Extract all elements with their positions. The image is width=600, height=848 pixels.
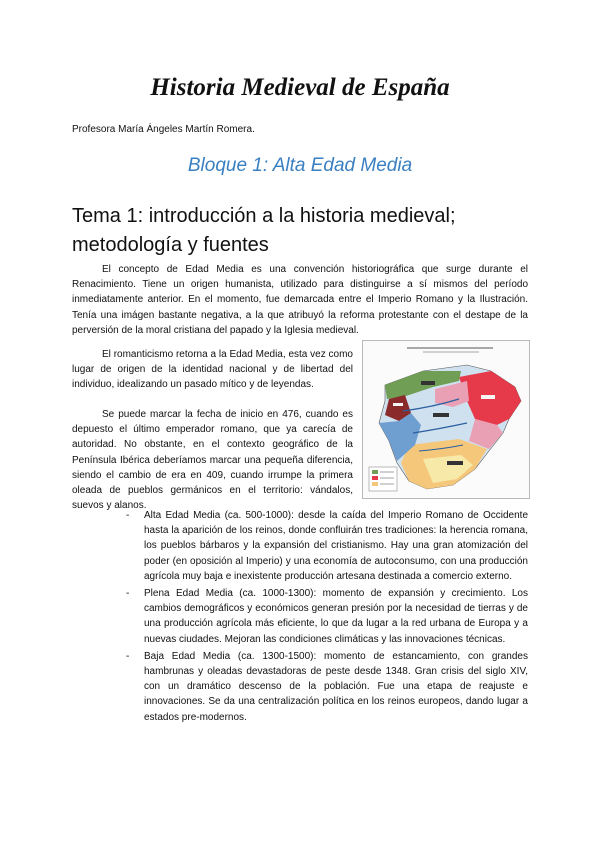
paragraph-2: El romanticismo retorna a la Edad Media, esta vez como lugar de origen de la identidad nacional y de libertad del individuo, idealizando un pasado mítico y de leyendas. — [72, 349, 353, 391]
paragraph-3: Se puede marcar la fecha de inicio en 476, cuando es depuesto el último emperador romano, que ya carecía de autoridad. No obstante, en el contexto geográfico de la Península Ibérica deberíamos marcar una pequeña diferencia, siendo el cambio de era en 409, cuando irrumpe la primera oleada de pueblos germánicos en el territorio: vándalos, suevos y alanos. — [72, 409, 353, 512]
list-dash: - — [126, 510, 130, 521]
list-item-text: Plena Edad Media (ca. 1000-1300): momento de expansión y crecimiento. Los cambios demográficos y económicos generan presión por la necesidad de tierras y de una producción agrícola más eficiente, lo que da lugar a la red urbana de Europa y a nuevas ciudades. Mejoran las condiciones climáticas y las innovaciones técnicas. — [144, 588, 528, 645]
period-list — [126, 508, 528, 727]
list-dash: - — [126, 650, 130, 662]
list-item-text: Baja Edad Media (ca. 1300-1500): momento de estancamiento, con grandes hambrunas y oleadas devastadoras de peste desde 1348. Gran crisis del siglo XIV, con un dramático descenso de la población. Fue una etapa de reajuste e innovaciones. Se da una centralización política en los reinos europeos, dando lugar a estados pre-modernos. — [144, 650, 528, 723]
paragraph-1: El concepto de Edad Media es una convención historiográfica que surge durante el Renacimiento. Tiene un origen humanista, utilizado para distinguirse a sí mismos del período inmediatamente anterior. En el momento, fue demarcada entre el Imperio Romano y la Ilustración. Tenía una imágen bastante negativa, a la que atribuyó la reforma protestante con el destape de la perversión de la moral cristiana del papado y la Iglesia medieval. — [72, 264, 528, 336]
topic-heading: Tema 1: introducción a la historia medieval; metodología y fuentes — [72, 205, 456, 256]
iberian-peninsula-map-icon — [362, 340, 530, 499]
list-item — [126, 649, 528, 725]
document-title: Historia Medieval de España — [150, 74, 450, 101]
list-item — [126, 508, 528, 584]
map-illustration — [363, 341, 529, 498]
list-item — [126, 586, 528, 647]
list-dash: - — [126, 588, 130, 600]
section-heading: Bloque 1: Alta Edad Media — [187, 155, 413, 176]
author-line: Profesora María Ángeles Martín Romera. — [72, 124, 255, 135]
list-item-text: Alta Edad Media (ca. 500-1000): desde la caída del Imperio Romano de Occidente hasta la aparición de los reinos, donde confluirán tres tradiciones: la herencia romana, los pueblos bárbaros y la expansión del cristianismo. Hay una gran atomización del poder (en oposición al Imperio) y una economía de autoconsumo, con una producción agrícola muy baja e inexistente producción artesana destinada a comercio externo. — [144, 510, 528, 582]
